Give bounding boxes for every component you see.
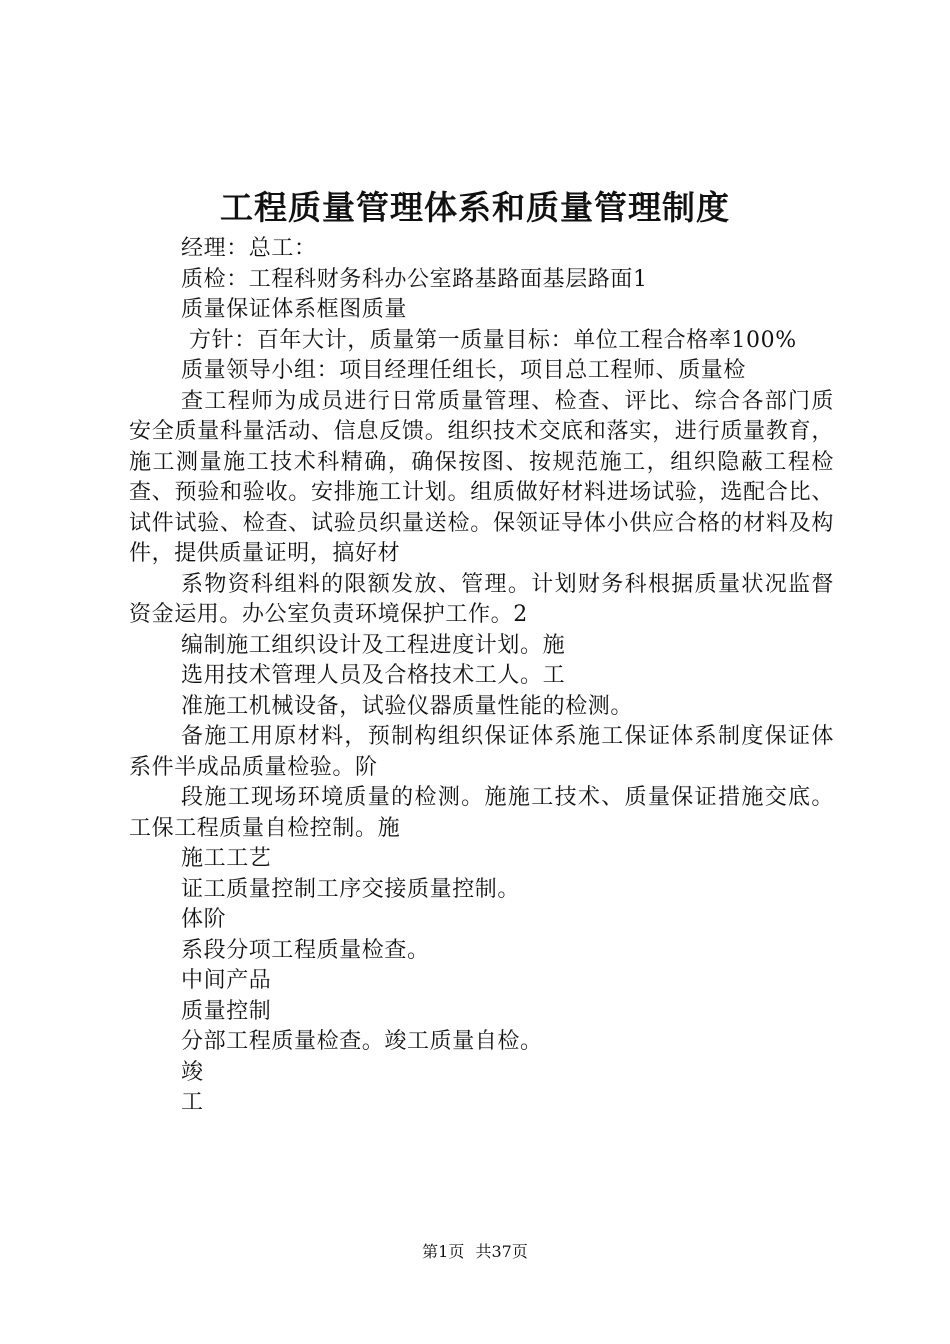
paragraph: 工 (181, 1090, 204, 1115)
paragraph: 系物资科组料的限额发放、管理。计划财务科根据质量状况监督资金运用。办公室负责环境保护工作。2 (129, 571, 834, 627)
page-number: 第1页 (422, 1242, 465, 1261)
paragraph: 经理：总工： (181, 236, 317, 261)
paragraph: 系段分项工程质量检查。 (181, 937, 430, 963)
paragraph: 质量保证体系框图质量 (181, 297, 408, 322)
paragraph: 证工质量控制工序交接质量控制。 (181, 876, 521, 902)
paragraph: 分部工程质量检查。竣工质量自检。 (181, 1029, 543, 1054)
paragraph: 准施工机械设备，试验仪器质量性能的检测。 (181, 693, 634, 719)
paragraph: 选用技术管理人员及合格技术工人。工 (181, 663, 566, 688)
paragraph: 体阶 (181, 907, 227, 932)
paragraph: 备施工用原材料，预制构组织保证体系施工保证体系制度保证体系件半成品质量检验。阶 (129, 724, 834, 780)
paragraph: 段施工现场环境质量的检测。施施工技术、质量保证措施交底。工保工程质量自检控制。施 (129, 785, 834, 841)
paragraph: 编制施工组织设计及工程进度计划。施 (181, 632, 566, 658)
page-footer (0, 1242, 950, 1262)
paragraph: 质检：工程科财务科办公室路基路面基层路面1 (181, 266, 648, 292)
paragraph: 质量控制 (181, 998, 272, 1024)
paragraph: 质量领导小组：项目经理任组长，项目总工程师、质量检 (181, 358, 747, 383)
paragraph: 中间产品 (181, 968, 272, 993)
page-total: 共37页 (475, 1242, 528, 1261)
paragraph: 施工工艺 (181, 846, 272, 871)
document-body (129, 234, 834, 1119)
paragraph: 查工程师为成员进行日常质量管理、检查、评比、综合各部门质安全质量科量活动、信息反馈。组织技术交底和落实，进行质量教育，施工测量施工技术科精确，确保按图、按规范施工，组织隐蔽工程检查、预验和验收。安排施工计划。组质做好材料进场试验，选配合比、试件试验、检查、试验员织量送检。保领证导体小供应合格的材料及构件，提供质量证明，搞好材 (129, 388, 834, 566)
paragraph: 方针：百年大计，质量第一质量目标：单位工程合格率100% (189, 327, 797, 353)
document-title: 工程质量管理体系和质量管理制度 (220, 188, 730, 227)
paragraph: 竣 (181, 1059, 204, 1085)
